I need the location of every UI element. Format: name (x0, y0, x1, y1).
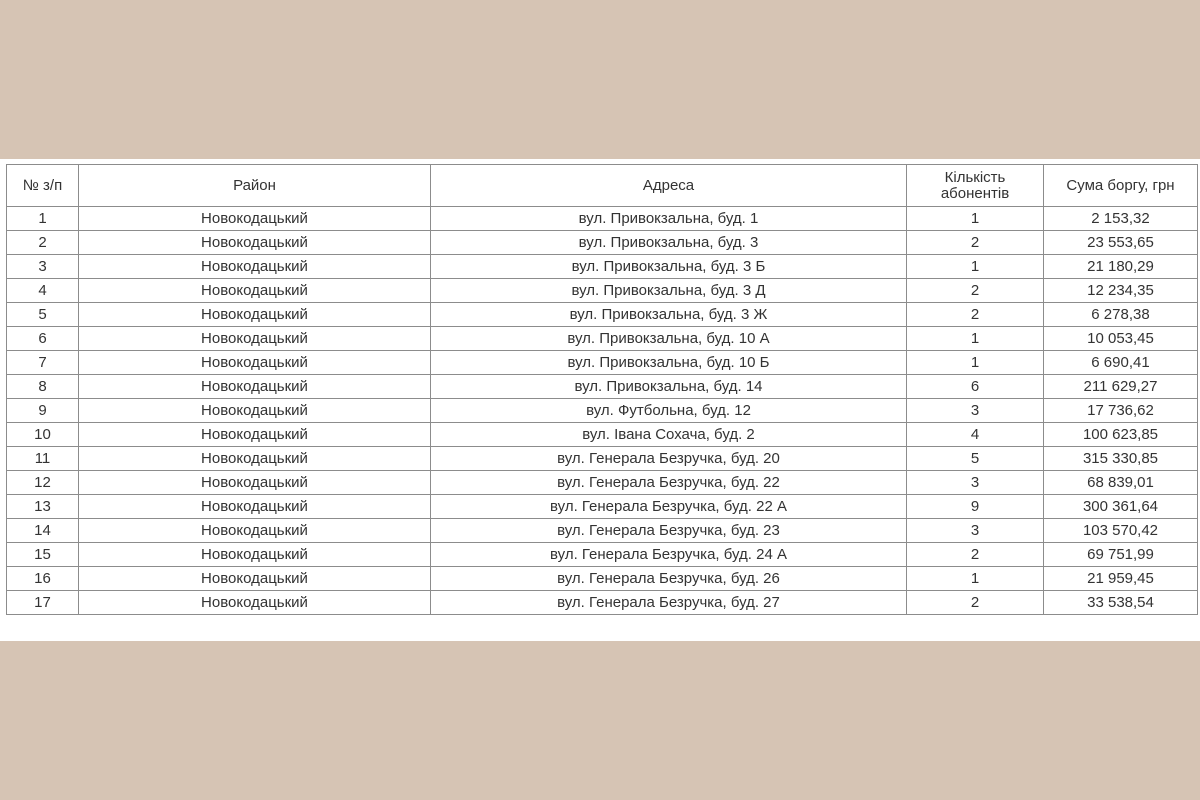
row-number-cell: 8 (7, 375, 79, 399)
row-debt-cell: 21 180,29 (1044, 255, 1198, 279)
header-debt: Сума боргу, грн (1044, 165, 1198, 207)
row-number-cell: 7 (7, 351, 79, 375)
row-debt-cell: 12 234,35 (1044, 279, 1198, 303)
row-subscribers-cell: 3 (907, 519, 1044, 543)
row-number-cell: 12 (7, 471, 79, 495)
row-number-cell: 16 (7, 567, 79, 591)
row-subscribers-cell: 1 (907, 255, 1044, 279)
row-district-cell: Новокодацький (79, 423, 431, 447)
row-subscribers-cell: 2 (907, 591, 1044, 615)
row-address-cell: вул. Генерала Безручка, буд. 26 (431, 567, 907, 591)
row-debt-cell: 33 538,54 (1044, 591, 1198, 615)
row-subscribers-cell: 1 (907, 207, 1044, 231)
header-district: Район (79, 165, 431, 207)
row-number-cell: 3 (7, 255, 79, 279)
row-address-cell: вул. Генерала Безручка, буд. 22 А (431, 495, 907, 519)
row-address-cell: вул. Привокзальна, буд. 3 Д (431, 279, 907, 303)
row-district-cell: Новокодацький (79, 543, 431, 567)
row-address-cell: вул. Генерала Безручка, буд. 27 (431, 591, 907, 615)
row-number-cell: 1 (7, 207, 79, 231)
table-row (7, 231, 1198, 255)
row-district-cell: Новокодацький (79, 327, 431, 351)
row-district-cell: Новокодацький (79, 303, 431, 327)
row-address-cell: вул. Генерала Безручка, буд. 24 А (431, 543, 907, 567)
row-subscribers-cell: 4 (907, 423, 1044, 447)
row-number-cell: 10 (7, 423, 79, 447)
row-debt-cell: 68 839,01 (1044, 471, 1198, 495)
row-subscribers-cell: 9 (907, 495, 1044, 519)
header-number: № з/п (7, 165, 79, 207)
table-row (7, 543, 1198, 567)
row-debt-cell: 6 278,38 (1044, 303, 1198, 327)
row-subscribers-cell: 3 (907, 399, 1044, 423)
row-subscribers-cell: 1 (907, 327, 1044, 351)
row-subscribers-cell: 3 (907, 471, 1044, 495)
row-debt-cell: 211 629,27 (1044, 375, 1198, 399)
row-number-cell: 2 (7, 231, 79, 255)
row-number-cell: 13 (7, 495, 79, 519)
table-row (7, 591, 1198, 615)
row-district-cell: Новокодацький (79, 351, 431, 375)
row-district-cell: Новокодацький (79, 231, 431, 255)
row-address-cell: вул. Генерала Безручка, буд. 22 (431, 471, 907, 495)
row-number-cell: 17 (7, 591, 79, 615)
row-district-cell: Новокодацький (79, 447, 431, 471)
row-district-cell: Новокодацький (79, 375, 431, 399)
row-debt-cell: 21 959,45 (1044, 567, 1198, 591)
row-debt-cell: 315 330,85 (1044, 447, 1198, 471)
row-district-cell: Новокодацький (79, 255, 431, 279)
row-address-cell: вул. Футбольна, буд. 12 (431, 399, 907, 423)
row-address-cell: вул. Привокзальна, буд. 14 (431, 375, 907, 399)
row-address-cell: вул. Привокзальна, буд. 1 (431, 207, 907, 231)
row-district-cell: Новокодацький (79, 495, 431, 519)
header-subscribers: Кількість абонентів (907, 165, 1044, 207)
table-row (7, 519, 1198, 543)
row-address-cell: вул. Привокзальна, буд. 3 (431, 231, 907, 255)
header-address: Адреса (431, 165, 907, 207)
table-row (7, 375, 1198, 399)
row-address-cell: вул. Привокзальна, буд. 3 Б (431, 255, 907, 279)
row-address-cell: вул. Генерала Безручка, буд. 23 (431, 519, 907, 543)
row-debt-cell: 100 623,85 (1044, 423, 1198, 447)
table-row (7, 303, 1198, 327)
table-row (7, 423, 1198, 447)
row-debt-cell: 103 570,42 (1044, 519, 1198, 543)
debt-table (6, 164, 1198, 615)
row-subscribers-cell: 2 (907, 303, 1044, 327)
row-debt-cell: 23 553,65 (1044, 231, 1198, 255)
row-number-cell: 11 (7, 447, 79, 471)
row-number-cell: 14 (7, 519, 79, 543)
row-district-cell: Новокодацький (79, 471, 431, 495)
table-body (7, 207, 1198, 615)
row-address-cell: вул. Генерала Безручка, буд. 20 (431, 447, 907, 471)
table-row (7, 495, 1198, 519)
row-subscribers-cell: 6 (907, 375, 1044, 399)
table-header-row (7, 165, 1198, 207)
table-panel (0, 159, 1200, 641)
row-address-cell: вул. Івана Сохача, буд. 2 (431, 423, 907, 447)
row-number-cell: 4 (7, 279, 79, 303)
row-district-cell: Новокодацький (79, 519, 431, 543)
table-row (7, 255, 1198, 279)
row-address-cell: вул. Привокзальна, буд. 10 А (431, 327, 907, 351)
row-debt-cell: 300 361,64 (1044, 495, 1198, 519)
row-debt-cell: 6 690,41 (1044, 351, 1198, 375)
row-debt-cell: 69 751,99 (1044, 543, 1198, 567)
table-row (7, 207, 1198, 231)
table-row (7, 351, 1198, 375)
row-debt-cell: 10 053,45 (1044, 327, 1198, 351)
row-district-cell: Новокодацький (79, 591, 431, 615)
row-subscribers-cell: 1 (907, 567, 1044, 591)
table-row (7, 399, 1198, 423)
row-address-cell: вул. Привокзальна, буд. 3 Ж (431, 303, 907, 327)
row-number-cell: 15 (7, 543, 79, 567)
row-district-cell: Новокодацький (79, 399, 431, 423)
row-district-cell: Новокодацький (79, 567, 431, 591)
row-address-cell: вул. Привокзальна, буд. 10 Б (431, 351, 907, 375)
row-subscribers-cell: 1 (907, 351, 1044, 375)
row-subscribers-cell: 5 (907, 447, 1044, 471)
row-number-cell: 6 (7, 327, 79, 351)
row-subscribers-cell: 2 (907, 279, 1044, 303)
table-row (7, 279, 1198, 303)
table-row (7, 471, 1198, 495)
row-district-cell: Новокодацький (79, 207, 431, 231)
table-row (7, 327, 1198, 351)
table-row (7, 567, 1198, 591)
row-subscribers-cell: 2 (907, 543, 1044, 567)
row-number-cell: 9 (7, 399, 79, 423)
row-subscribers-cell: 2 (907, 231, 1044, 255)
row-debt-cell: 2 153,32 (1044, 207, 1198, 231)
row-district-cell: Новокодацький (79, 279, 431, 303)
table-row (7, 447, 1198, 471)
row-debt-cell: 17 736,62 (1044, 399, 1198, 423)
row-number-cell: 5 (7, 303, 79, 327)
